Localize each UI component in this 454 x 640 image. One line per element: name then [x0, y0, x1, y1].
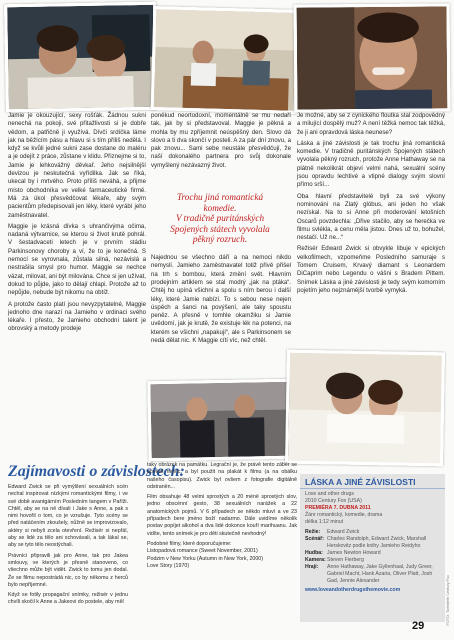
- info-box-title: LÁSKA A JINÉ ZÁVISLOSTI: [300, 474, 445, 489]
- credit-row: [305, 557, 440, 564]
- credit-row: [305, 529, 440, 536]
- recommended-heading: Podobné filmy, které doporučujeme:: [147, 540, 232, 547]
- credit-value: Anne Hathaway, Jake Gyllenhaal, Judy Greer, Gabriel Macht, Hank Azaria, Oliver Platt, Josh Gad, Jennie Alexander: [327, 564, 433, 584]
- film-website-link[interactable]: www.loveandotherdrugsthemovie.com: [305, 587, 401, 593]
- pull-quote-line: pěkný rozruch.: [192, 234, 248, 244]
- credit-label: Scénář:: [305, 536, 325, 542]
- photo-couple-table: [151, 6, 300, 114]
- credit-value: Steven Fierberg: [327, 557, 364, 563]
- article-column-3: [297, 112, 445, 298]
- paragraph: Láska a jiné závislosti je tak trochu jiná romantická komedie. V tradičně puritánských Spojených státech vyvolala pěkný rozruch, protože Anne Hathaway se na plátně nekolikrát objeví velmi nahá, sexuální scény jsou opravdu lechtivé a vtipné dialogy svým slovní přímo srší...: [297, 139, 445, 189]
- genre: Žánr romantický, komedie, drama: [305, 512, 383, 518]
- photo-couple-bed: [4, 2, 158, 113]
- paragraph: Najednou se všechno dáří a na nemoci nikdo nemyslí. Jamieho zaměstnavatel totiž přivě přišel na trh s bombou, která změní svět. Hlavním prodejním artiklem se stal modrý „jak na ptáka“. Chtěj ho upíná všichni a spolu s ním berou i další léky, které Jamie nabízí. To s sebou nese nejen úspěch a šanci na povýšení, ale taky spoustu peněz. A přesně v tomhle okamžiku si Jamie uvědomí, jak je krutě, že existuje lék na potenci, na kterém se všichni „napakují“, ale s Parkinsonem se nedá dělat nic. K Maggie cítí víc, než chtěl.: [151, 254, 291, 345]
- credit-label: Kamera:: [305, 557, 326, 563]
- paragraph: Maggie je krásná dívka s uhrančivýma očima, nadaná výtvarnice, se kterou si život krutě pohrál. V šestadvaceti letech je v prvním stádiu Parkinsonovy choroby a ví, že to je konečná. S nemocí se vyrovnala, zůstala silná, nezávislá a nestrašila smysl pro humor. Maggie se nechce vázat, milovat, ani být milována. Chce si jen užívat, dokud to půjde, jako to dělají chlapi. Protože až to nepůjde, nebude být nikomu na obtíž.: [8, 222, 146, 297]
- section-title: Zajímavosti o závislostech:: [8, 463, 185, 480]
- paragraph: Edward Zwick se při vymýšlení sexuálních scén nechal inspirovat nízkými romantickými filmy, i ve své době avantgárním Posledním tangem v Paříži. Chtěl, aby se na ně dívali i Jake s Anne, a pak s nimi hovořil o tom, co je vzrušuje. Tyto scény se před natáčením zkoušely, nůžně se improvizovalo, aktéry si nebyli zcela otevření. Režisér si nepřál, aby se lidé za tělo ani schovávali, a tak lákal se, aby se tyto tělo neostýchali.: [8, 484, 128, 549]
- article-column-1: [8, 112, 146, 337]
- studio: 2010 Century Fox (USA): [305, 498, 362, 504]
- page-number: 29: [412, 620, 425, 632]
- credit-value: Edward Zwick: [327, 529, 360, 535]
- paragraph: Oba hlavní představitelé byli za své výkony nominováni na Zlatý glóbus, ani jeden ho však nezískal. Na to si Anne při moderování letošních Oscarů povzdechla: „Dřive stačilo, aby se herečka ve filmu svlékla, a cenu měla jistou. Dnes už to, bohužel, nestačí. Už ne...“: [297, 192, 445, 242]
- pull-quote-line: Trochu jiná romantická komedie.: [176, 192, 264, 213]
- runtime: délka 1:12 minut: [305, 519, 344, 525]
- paragraph: Právníci připravili jak pro Anne, tak pro Jakea smlouvy, ve kterých je přesně stanoveno, co všechno může být vidět. Zwick to tomu jen dodal. Že se filmu nepostrádá nic, co by někomu z herců bylo nepříjemné.: [8, 552, 128, 588]
- paragraph: poněkud neortodoxní, momentálně se mu nedaří tak, jak by si představoval. Maggie je pěkná a mohla by mu zpříjemnit neúspěšný den. Slovo dá slovo a ti dva skončí v posteli. A za pár dní znovu, a pak znovu... Sami sebe neustále přesvědčují, že naší dokonalého partnera pro svůj dokonale vymyšlený nezávazný život.: [151, 112, 291, 169]
- pull-quote-line: Spojených státech vyvolala: [170, 223, 270, 234]
- trivia-column-1: [8, 484, 128, 610]
- photo-two-men-suits: [147, 379, 294, 462]
- paragraph: Film obsahuje 48 velmi sprostých a 20 méně sprostých slov, jedno obscénní gesto, 38 sexuálních narážek a 22 anatomických pojmů. V 6 případech se někdo mluví a ve 23 případech bere jméno boží nadarmo. Dále uvidíme několik postav popíjet alkohol a dva lidé dokonce kouří marihuanu. Jak vidíte, tento snímek je pro děti skutečně nevhodný!: [147, 494, 297, 537]
- pull-quote-line: V tradičně puritánských: [175, 213, 265, 223]
- credit-value: Charles Randolph, Edward Zwick, Marshall Herskovitz podle knihy Jamieho Reidyho: [327, 536, 427, 549]
- credit-row: [305, 564, 440, 585]
- premiere-date: PREMIÉRA 7. DUBNA 2011: [305, 505, 371, 511]
- recommended-film: Listopadová romance (Sweet November, 2001): [147, 548, 258, 555]
- credit-value: James Newton Howard: [327, 550, 381, 556]
- paragraph: Je možné, aby se z cynického floutka stal zodpovědný a milující dospělý muž? A není těžká nemoc tak těžká, že ji ani opravdová láska neunese?: [297, 112, 445, 136]
- trivia-column-2: [147, 462, 297, 570]
- credit-row: [305, 550, 440, 557]
- photo-couple-on-bed: [285, 350, 445, 467]
- credit-label: Hudba:: [305, 550, 323, 556]
- paragraph: Jamie je okouzující, sexy rošťák. Žádnou sukni nenechá na pokoji, své přitažlivosti si je dobře vědom, a patřičně ji využívá. Dívčí srdíčka láme jak na běžícím pásu a hlavu si s tím příliš nedělá. I když se kvůli jedné sukni zase dostane do maléru a je odejít z práce, zůstane v klidu. Přiznejme si to, Jamie je lehkovážný děvkař. Jeho nejsilnější devizou je neskutečná vyřídilka. Jak se říká, ukecal by i mrtvého. Proto příliš neváhá, a přijme místo obchodníka ve velké farmaceutické firmě. Má za úkol přesvědčovat lékaře, aby svým pacientům předepisovali jen léky, které vyrábí jeho zaměstnavatel.: [8, 112, 146, 219]
- original-title: Love and other drugs: [305, 491, 355, 497]
- pull-quote: [160, 192, 280, 245]
- photo-credit: FOTO: Twentieth Century Fox: [446, 575, 450, 626]
- photo-man-smiling: [294, 3, 451, 112]
- credit-row: [305, 536, 440, 550]
- credit-label: Režie:: [305, 529, 321, 535]
- film-info-box: [300, 474, 445, 622]
- recommended-film: Podzim v New Yorku (Autumn in New York, 2000): [147, 555, 264, 562]
- paragraph: A protože často platí jsou nevyzpytatelné, Maggie jednoho dne narazí na Jamieho v ordinaci svého lékaře. I přesto, že Jamieho obchodní talent je obrovský a metody prodeje: [8, 300, 146, 333]
- paragraph: Když se fotily propagační snímky, režisér v jednu chvíli skočil k Anne a Jakeovi do postele, aby měl: [8, 592, 128, 606]
- paragraph: taky obrázek na památku. Legrační je, že právě tento záběr se pověsil nejvíc, a byl použit na plakát k filmu (a na obálku našeho časopisu). Zwick byl ovšem z fotografie digitálně odstraněn...: [147, 462, 297, 490]
- credit-label: Hrají:: [305, 564, 319, 570]
- paragraph: Režisér Edward Zwick si obvykle libuje v epických velkofilmech, vzpomeňme Posledního samuraje s Tomem Cruisem, Krvavý diamant s Leonardem DiCaprim nebo Legendu o vášni s Bradem Pittem. Snímek Láska a jiné závislosti je tedy svým komorním pojetím jeho nejznámější tvorbě vymyká.: [297, 245, 445, 294]
- recommended-film: Love Story (1970): [147, 562, 190, 569]
